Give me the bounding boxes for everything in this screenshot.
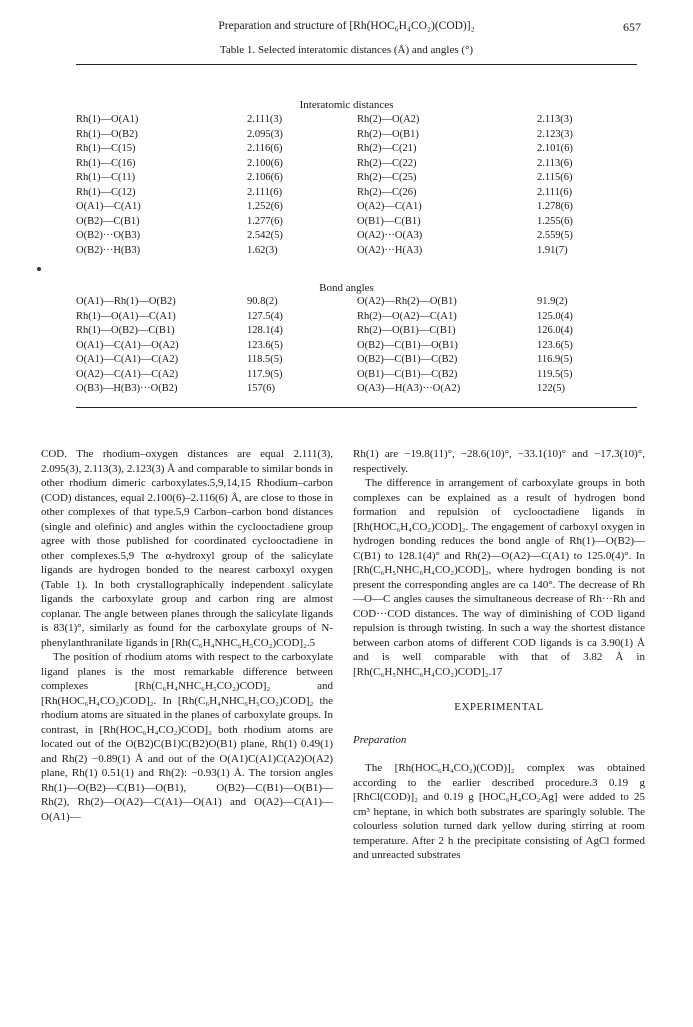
table-cell-value-right: 1.91(7) bbox=[537, 244, 568, 256]
table-cell-value-left: 127.5(4) bbox=[247, 310, 283, 322]
table-cell-value-left: 90.8(2) bbox=[247, 296, 278, 307]
right-paragraph-2: The difference in arrangement of carboxylate groups in both complexes can be explained as a result of hydrogen bond formation and repulsion of cyclooctadiene ligands in [Rh(HOC₆H₄CO₂)COD]₂. The engagement of carboxyl oxygen in hydrogen bonding reduces the bond angle of Rh(1)—O(B2)—C(B1) to 128.1(4)° and Rh(2)—O(A2)—C(A1) to 125.0(4)°. In [Rh(C₆H₅NHC₆H₄CO₂)COD]₂, where hydrogen bonding is not present the corresponding angles are ca 140°. The decrease of Rh—O—C angles causes the simultaneous decrease of Rh···Rh and COD···COD distances. The way of diminishing of COD ligand repulsion is through twisting. In such a way the shortest distance between carbon atoms of different COD ligands is ca 3.90(1) Å and is well comparable with that of 3.82 Å in [Rh(C₆H₅NHC₆H₄CO₂)COD]₂.17 bbox=[353, 477, 645, 678]
table-cell-bond-left: O(B2)···H(B3) bbox=[76, 244, 141, 256]
table-row bbox=[0, 216, 693, 230]
table-cell-value-left: 157(6) bbox=[247, 383, 275, 395]
table-row bbox=[0, 187, 693, 201]
table-cell-bond-right: O(B2)—C(B1)—O(B1) bbox=[357, 339, 458, 351]
table-cell-bond-right: O(A2)···O(A3) bbox=[357, 230, 423, 242]
table-cell-bond-right: O(A3)—H(A3)···O(A2) bbox=[357, 383, 461, 395]
table-cell-bond-left: O(B2)···O(B3) bbox=[76, 230, 141, 242]
table-cell-value-right: 2.559(5) bbox=[537, 230, 573, 242]
table-section-distances: Interatomic distances bbox=[299, 99, 394, 111]
table-cell-bond-left: O(A2)—C(A1)—C(A2) bbox=[76, 368, 179, 380]
table-cell-bond-right: Rh(2)—C(25) bbox=[357, 172, 417, 184]
table-cell-value-right: 2.115(6) bbox=[537, 172, 573, 184]
table-cell-value-left: 123.6(5) bbox=[247, 339, 283, 351]
table-cell-value-right: 2.101(6) bbox=[537, 143, 573, 155]
table-cell-value-left: 2.100(6) bbox=[247, 157, 283, 169]
table-bottom-rule bbox=[76, 407, 637, 408]
table-cell-bond-left: Rh(1)—O(A1)—C(A1) bbox=[76, 310, 176, 322]
margin-mark bbox=[37, 267, 41, 271]
table-cell-bond-left: O(A1)—C(A1) bbox=[76, 201, 141, 213]
table-cell-value-left: 2.116(6) bbox=[247, 143, 283, 155]
table-cell-bond-right: O(B1)—C(B1)—C(B2) bbox=[357, 368, 458, 380]
table-row bbox=[0, 296, 693, 310]
table-cell-value-left: 1.252(6) bbox=[247, 201, 283, 213]
left-paragraph-2: The position of rhodium atoms with respect to the carboxylate ligand planes is the most remarkable difference between complexes [Rh(C₆H₄NHC₆H₅CO₂)COD]₂ and [Rh(HOC₆H₄CO₂)COD]₂. In [Rh(C₆H₄NHC₆H₅CO₂)COD]₂ the rhodium atoms are situated in the planes of carboxylate groups. In contrast, in [Rh(HOC₆H₄CO₂)COD]₂ both rhodium atoms are located out of the O(B2)C(B1)C(B2)O(B1) plane, Rh(1) 0.49(1) and Rh(2) −0.89(1) Å and out of the O(A1)C(A1)C(A2)O(A2) plane, Rh(1) 0.51(1) and Rh(2): −0.93(1) Å. The torsion angles Rh(1)—O(B2)—C(B1)—O(B1), O(B2)—C(B1)—O(B1)—Rh(2), Rh(2)—O(A2)—C(A1)—O(A1) and O(A2)—C(A1)—O(A1)— bbox=[41, 651, 333, 823]
page-number: 657 bbox=[623, 20, 641, 34]
experimental-heading: EXPERIMENTAL bbox=[454, 701, 544, 713]
table-row bbox=[0, 143, 693, 157]
table-row bbox=[0, 245, 693, 259]
table-cell-value-right: 1.255(6) bbox=[537, 215, 573, 227]
table-cell-value-left: 117.9(5) bbox=[247, 368, 283, 380]
table-section-angles: Bond angles bbox=[319, 282, 374, 294]
table-cell-bond-right: Rh(2)—O(B1) bbox=[357, 128, 419, 140]
right-paragraph-3: The [Rh(HOC₆H₄CO₂)(COD)]₂ complex was obtained according to the earlier described procedure.3 0.19 g [RhCl(COD)]₂ and 0.19 g [HOC₆H₄CO₂Ag] were added to 25 cm³ heptane, in which both substrates are sparingly soluble. The colourless solution turned dark yellow during stirring at room temperature. After 2 h the precipitate consisting of AgCl formed and unreacted substrates bbox=[353, 762, 645, 861]
table-row bbox=[0, 383, 693, 397]
table-cell-value-right: 91.9(2) bbox=[537, 296, 568, 307]
table-row bbox=[0, 325, 693, 339]
table-cell-bond-left: Rh(1)—C(11) bbox=[76, 172, 136, 184]
table-cell-bond-right: O(A2)···H(A3) bbox=[357, 244, 423, 256]
table-cell-bond-left: Rh(1)—C(15) bbox=[76, 143, 136, 155]
table-cell-value-right: 123.6(5) bbox=[537, 339, 573, 351]
table-cell-bond-right: Rh(2)—O(A2)—C(A1) bbox=[357, 310, 457, 322]
table-cell-bond-left: O(B2)—C(B1) bbox=[76, 215, 140, 227]
table-cell-value-left: 2.095(3) bbox=[247, 128, 283, 140]
table-cell-value-right: 119.5(5) bbox=[537, 368, 573, 380]
table-cell-bond-right: O(B1)—C(B1) bbox=[357, 215, 421, 227]
table-row bbox=[0, 201, 693, 215]
table-cell-bond-left: Rh(1)—C(16) bbox=[76, 157, 136, 169]
table-cell-value-right: 2.113(6) bbox=[537, 157, 573, 169]
table-cell-bond-left: Rh(1)—O(B2) bbox=[76, 128, 138, 140]
running-title: Preparation and structure of [Rh(HOC₆H₄CO₂)(COD)]₂ bbox=[218, 20, 475, 32]
table-caption: Table 1. Selected interatomic distances (Å) and angles (°) bbox=[219, 44, 474, 56]
table-cell-bond-right: Rh(2)—C(26) bbox=[357, 186, 417, 198]
table-cell-bond-right: O(A2)—Rh(2)—O(B1) bbox=[357, 296, 457, 307]
table-cell-bond-left: O(A1)—C(A1)—O(A2) bbox=[76, 339, 179, 351]
left-text-column bbox=[41, 447, 333, 824]
table-row bbox=[0, 369, 693, 383]
table-cell-value-right: 126.0(4) bbox=[537, 325, 573, 337]
table-cell-value-right: 125.0(4) bbox=[537, 310, 573, 322]
right-text-column bbox=[353, 447, 645, 863]
table-cell-value-right: 122(5) bbox=[537, 383, 565, 395]
table-top-rule bbox=[76, 64, 637, 65]
table-cell-value-left: 1.277(6) bbox=[247, 215, 283, 227]
table-cell-bond-right: Rh(2)—C(22) bbox=[357, 157, 417, 169]
table-row bbox=[0, 340, 693, 354]
table-cell-bond-left: Rh(1)—O(A1) bbox=[76, 114, 139, 125]
table-cell-value-left: 2.106(6) bbox=[247, 172, 283, 184]
table-row bbox=[0, 158, 693, 172]
table-cell-value-right: 1.278(6) bbox=[537, 201, 573, 213]
table-cell-bond-left: O(B3)—H(B3)···O(B2) bbox=[76, 383, 178, 395]
table-cell-value-right: 116.9(5) bbox=[537, 354, 573, 366]
table-cell-value-left: 118.5(5) bbox=[247, 354, 283, 366]
table-row bbox=[0, 230, 693, 244]
table-cell-bond-left: Rh(1)—O(B2)—C(B1) bbox=[76, 325, 175, 337]
table-cell-value-left: 128.1(4) bbox=[247, 325, 283, 337]
table-cell-bond-left: Rh(1)—C(12) bbox=[76, 186, 136, 198]
table-cell-bond-left: O(A1)—C(A1)—C(A2) bbox=[76, 354, 179, 366]
table-row bbox=[0, 114, 693, 128]
table-cell-bond-right: Rh(2)—O(A2) bbox=[357, 114, 420, 125]
table-cell-value-left: 2.111(3) bbox=[247, 114, 283, 125]
left-paragraph-1: COD. The rhodium–oxygen distances are equal 2.111(3), 2.095(3), 2.113(3), 2.123(3) Å and comparable to similar bonds in other rhodium dimeric carboxylates.5,9,14,15 Rhodium–carbon (COD) distances, equal 2.100(6)–2.116(6) Å, are close to those in other complexes of that type.5,9 Carbon–carbon bond distances (single and olefinic) and angles within the cyclooctadiene group agree with those published for coordinated cyclooctadiene in other complexes.5,9 The α-hydroxyl group of the salicylate ligands are hydrogen bonded to the nearest carboxyl oxygen (Table 1). In both crystallographically independent salicylate ligands the carboxylate group and carbon ring are almost coplanar. The angle between planes through the salicylate ligands is 83(1)°, similarly as found for the carboxylate groups of N-phenylanthranilate ligands in [Rh(C₆H₄NHC₆H₅CO₂)COD]₂.5 bbox=[41, 448, 333, 649]
preparation-heading: Preparation bbox=[353, 733, 407, 746]
table-cell-bond-left: O(A1)—Rh(1)—O(B2) bbox=[76, 296, 176, 307]
right-paragraph-1: Rh(1) are −19.8(11)°, −28.6(10)°, −33.1(10)° and −17.3(10)°, respectively. bbox=[353, 448, 645, 475]
table-cell-value-right: 2.113(3) bbox=[537, 114, 573, 125]
table-cell-bond-right: Rh(2)—C(21) bbox=[357, 143, 417, 155]
table-cell-value-right: 2.123(3) bbox=[537, 128, 573, 140]
table-cell-value-left: 2.542(5) bbox=[247, 230, 283, 242]
table-cell-bond-right: Rh(2)—O(B1)—C(B1) bbox=[357, 325, 456, 337]
table-row bbox=[0, 172, 693, 186]
table-cell-value-left: 1.62(3) bbox=[247, 244, 278, 256]
table-row bbox=[0, 354, 693, 368]
table-cell-value-right: 2.111(6) bbox=[537, 186, 573, 198]
table-row bbox=[0, 129, 693, 143]
table-row bbox=[0, 311, 693, 325]
table-cell-bond-right: O(A2)—C(A1) bbox=[357, 201, 422, 213]
table-cell-value-left: 2.111(6) bbox=[247, 186, 283, 198]
table-cell-bond-right: O(B2)—C(B1)—C(B2) bbox=[357, 354, 458, 366]
